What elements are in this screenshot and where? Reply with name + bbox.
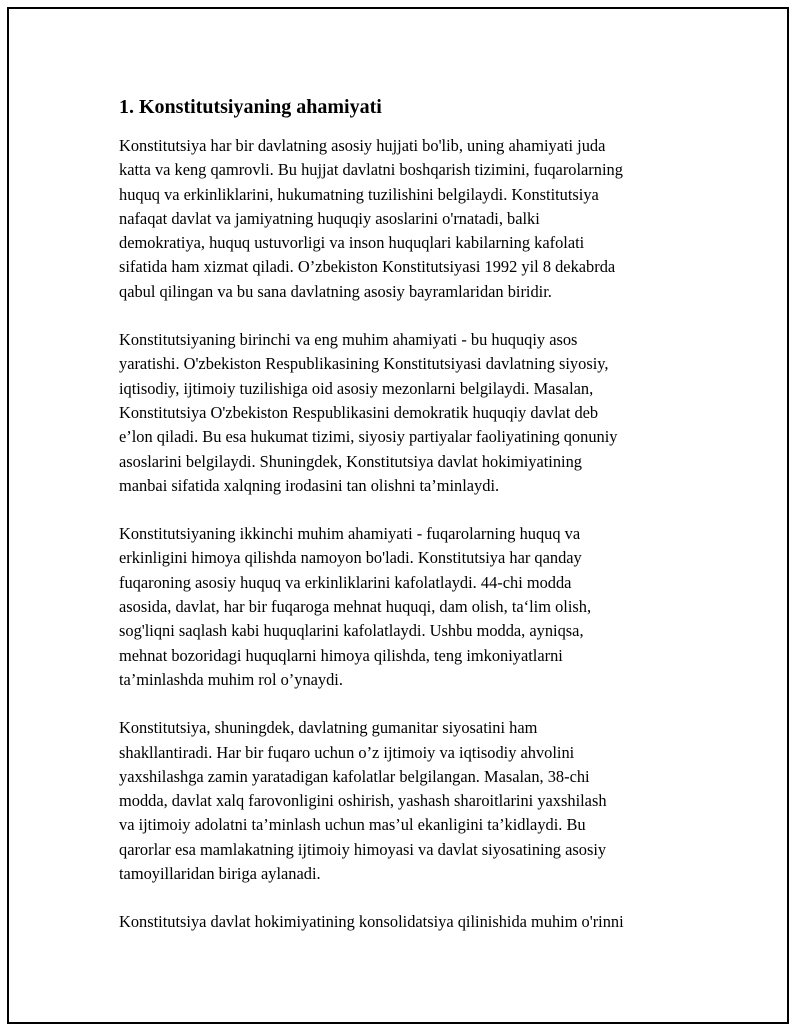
- text-line: va ijtimoiy adolatni ta’minlash uchun mas’ul ekanligini ta’kidlaydi. Bu: [119, 815, 586, 835]
- text-line: Konstitutsiya, shuningdek, davlatning gumanitar siyosatini ham: [119, 718, 538, 738]
- text-line: katta va keng qamrovli. Bu hujjat davlatni boshqarish tizimini, fuqarolarning: [119, 160, 623, 180]
- paragraph-1: [119, 134, 709, 304]
- text-line: qarorlar esa mamlakatning ijtimoiy himoyasi va davlat siyosatining asosiy: [119, 839, 607, 859]
- text-line: Konstitutsiyaning ikkinchi muhim ahamiyati - fuqarolarning huquq va: [119, 524, 581, 544]
- text-line: sog'liqni saqlash kabi huquqlarini kafolatlaydi. Ushbu modda, ayniqsa,: [119, 621, 584, 641]
- text-line: shakllantiradi. Har bir fuqaro uchun o’z ijtimoiy va iqtisodiy ahvolini: [119, 742, 575, 762]
- paragraph-2: [119, 328, 709, 498]
- text-line: mehnat bozoridagi huquqlarni himoya qilishda, teng imkoniyatlarni: [119, 645, 563, 665]
- text-line: modda, davlat xalq farovonligini oshirish, yashash sharoitlarini yaxshilash: [119, 791, 607, 811]
- text-line: asoslarini belgilaydi. Shuningdek, Konstitutsiya davlat hokimiyatining: [119, 451, 582, 471]
- text-line: iqtisodiy, ijtimoiy tuzilishiga oid asosiy mezonlarni belgilaydi. Masalan,: [119, 378, 594, 398]
- text-line: ta’minlashda muhim rol o’ynaydi.: [119, 669, 343, 689]
- paragraph-4: [119, 716, 709, 886]
- text-line: huquq va erkinliklarini, hukumatning tuzilishini belgilaydi. Konstitutsiya: [119, 184, 599, 204]
- text-line: qabul qilingan va bu sana davlatning asosiy bayramlaridan biridir.: [119, 281, 552, 301]
- text-line: manbai sifatida xalqning irodasini tan olishni ta’minlaydi.: [119, 475, 500, 495]
- text-line: Konstitutsiyaning birinchi va eng muhim ahamiyati - bu huquqiy asos: [119, 330, 578, 350]
- text-line: demokratiya, huquq ustuvorligi va inson huquqlari kabilarning kafolati: [119, 233, 585, 253]
- text-line: yaxshilashga zamin yaratadigan kafolatlar belgilangan. Masalan, 38-chi: [119, 766, 590, 786]
- text-line: asosida, davlat, har bir fuqaroga mehnat huquqi, dam olish, ta‘lim olish,: [119, 597, 592, 617]
- text-line: Konstitutsiya davlat hokimiyatining konsolidatsiya qilinishida muhim o'rinni: [119, 912, 624, 932]
- text-line: tamoyillaridan biriga aylanadi.: [119, 864, 321, 884]
- section-heading: 1. Konstitutsiyaning ahamiyati: [119, 96, 382, 118]
- document-body: [119, 95, 709, 959]
- paragraph-3: [119, 522, 709, 692]
- text-line: Konstitutsiya har bir davlatning asosiy hujjati bo'lib, uning ahamiyati juda: [119, 136, 606, 155]
- page-frame: [7, 7, 789, 1024]
- paragraph-5: [119, 910, 709, 934]
- text-line: fuqaroning asosiy huquq va erkinliklarini kafolatlaydi. 44-chi modda: [119, 572, 572, 592]
- text-line: yaratishi. O'zbekiston Respublikasining Konstitutsiyasi davlatning siyosiy,: [119, 354, 609, 374]
- text-line: sifatida ham xizmat qiladi. O’zbekiston Konstitutsiyasi 1992 yil 8 dekabrda: [119, 257, 616, 277]
- text-line: erkinligini himoya qilishda namoyon bo'ladi. Konstitutsiya har qanday: [119, 548, 582, 568]
- text-line: Konstitutsiya O'zbekiston Respublikasini demokratik huquqiy davlat deb: [119, 402, 599, 422]
- text-line: e’lon qiladi. Bu esa hukumat tizimi, siyosiy partiyalar faoliyatining qonuniy: [119, 427, 618, 447]
- text-line: nafaqat davlat va jamiyatning huquqiy asoslarini o'rnatadi, balki: [119, 208, 540, 228]
